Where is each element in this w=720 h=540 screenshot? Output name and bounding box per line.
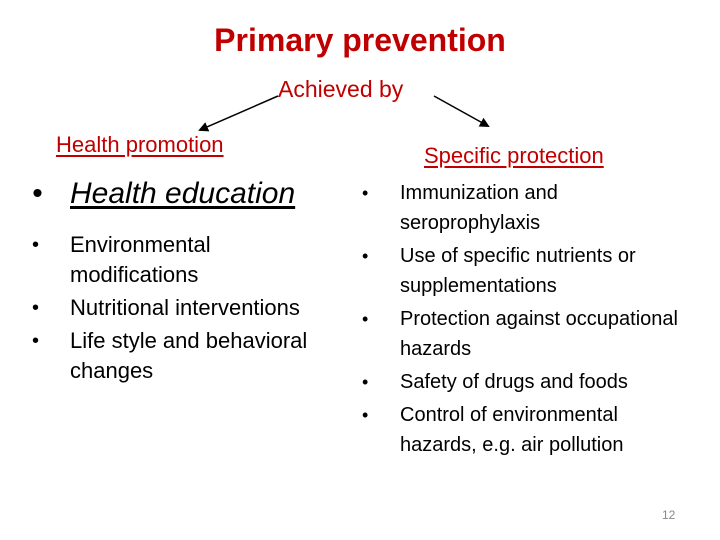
health-promotion-list [32, 178, 322, 389]
list-item-text: Life style and behavioral changes [70, 328, 308, 383]
bullet-icon: • [362, 372, 369, 392]
list-item [362, 367, 692, 397]
bullet-icon: • [362, 246, 369, 266]
page-number: 12 [662, 508, 676, 522]
arrow-right [434, 96, 488, 126]
list-item-text: Protection against occupational hazards [400, 308, 678, 360]
list-item-text: Immunization and seroprophylaxis [400, 182, 558, 234]
specific-protection-heading: Specific protection [424, 143, 604, 168]
list-item [32, 293, 322, 323]
bullet-icon: • [32, 297, 40, 319]
bullet-icon: • [32, 330, 40, 352]
list-item [362, 400, 692, 460]
list-item-text: Environmental modifications [70, 232, 211, 287]
list-item-text: Health education [70, 177, 296, 210]
list-item [362, 304, 692, 364]
list-item [32, 178, 322, 210]
list-item-text: Use of specific nutrients or supplementations [400, 245, 636, 297]
list-item [32, 326, 322, 386]
arrow-left [200, 96, 278, 130]
slide-title: Primary prevention [214, 22, 506, 58]
bullet-icon: • [32, 177, 43, 210]
specific-protection-list [362, 178, 692, 463]
health-promotion-heading: Health promotion [56, 132, 224, 157]
list-item-text: Control of environmental hazards, e.g. air pollution [400, 404, 624, 456]
list-item [362, 178, 692, 238]
bullet-icon: • [32, 234, 40, 256]
bullet-icon: • [362, 183, 369, 203]
list-item-text: Nutritional interventions [70, 295, 300, 320]
list-item-text: Safety of drugs and foods [400, 371, 628, 393]
bullet-icon: • [362, 309, 369, 329]
list-item [32, 230, 322, 290]
slide-subtitle: Achieved by [278, 76, 404, 102]
bullet-icon: • [362, 405, 369, 425]
list-item [362, 241, 692, 301]
